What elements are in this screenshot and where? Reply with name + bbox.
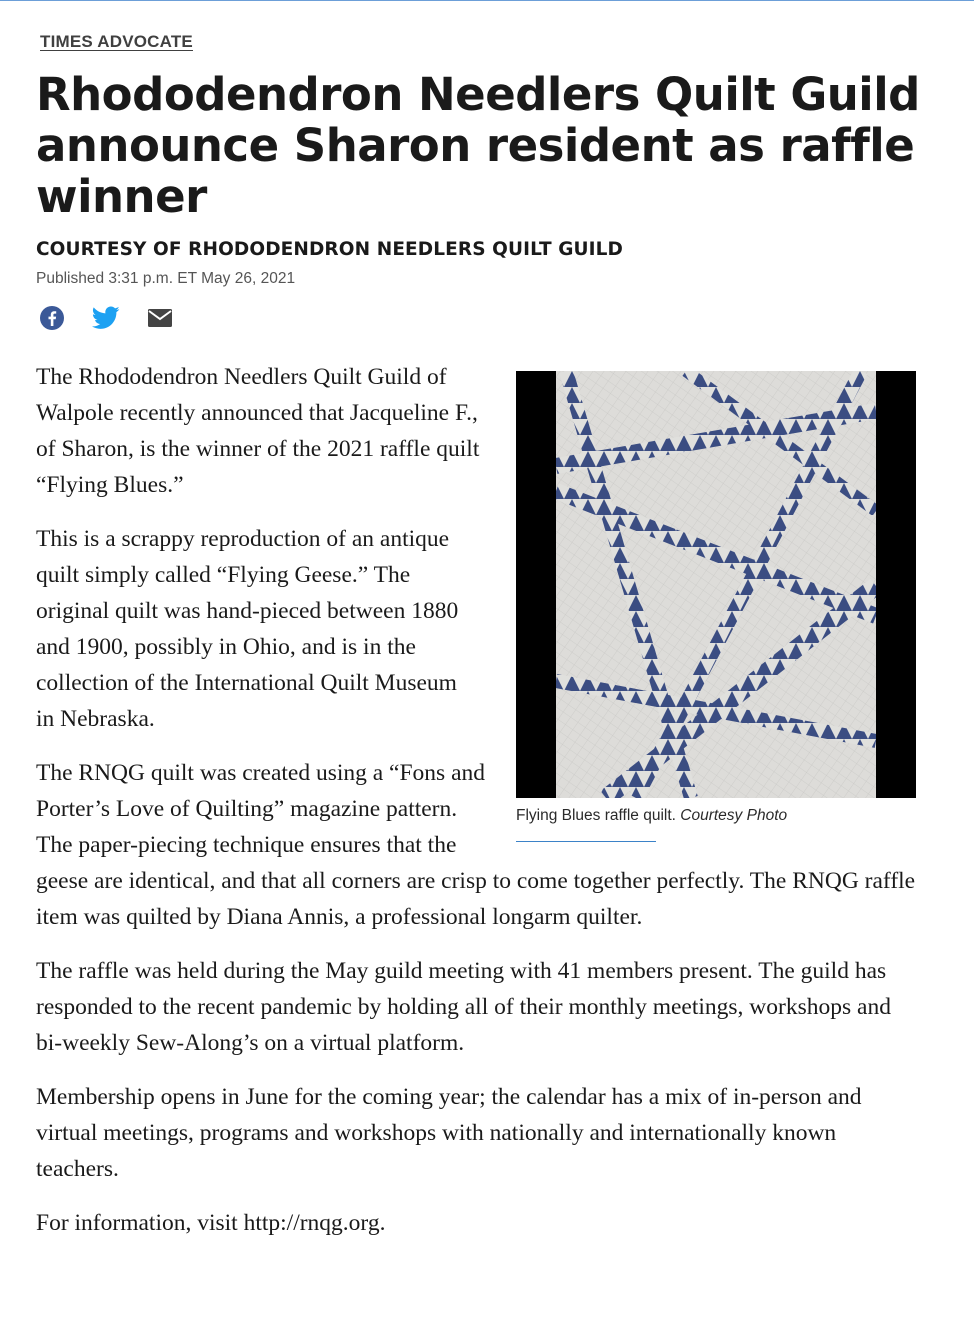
email-share-button[interactable] [146,304,174,332]
facebook-share-button[interactable] [38,304,66,332]
share-bar [38,304,174,332]
body-paragraph-3: The RNQG quilt was created using a “Fons and Porter’s Love of Quilting” magazine pattern. The paper-piecing technique ensures that the geese are identical, and that all corners are crisp to come together perfectly. The RNQG raffle item was quilted by Diana Annis, a professional longarm quilter. [36,760,916,930]
article-body [36,359,916,1259]
published-date: Published 3:31 p.m. ET May 26, 2021 [36,270,296,287]
caption-credit: Courtesy Photo [680,807,788,824]
email-icon [147,308,173,328]
body-paragraph-6: For information, visit http://rnqg.org. [36,1210,386,1236]
facebook-icon [39,305,65,331]
body-paragraph-5: Membership opens in June for the coming year; the calendar has a mix of in-person and virtual meetings, programs and workshops with nationally and internationally known teachers. [36,1084,862,1182]
byline: COURTESY OF RHODODENDRON NEEDLERS QUILT GUILD [36,239,623,260]
headline: Rhododendron Needlers Quilt Guild announce Sharon resident as raffle winner [36,68,920,223]
caption-text: Flying Blues raffle quilt. [516,807,676,824]
twitter-share-button[interactable] [92,304,120,332]
figure-spacer [494,359,916,851]
body-paragraph-2: This is a scrappy reproduction of an antique quilt simply called “Flying Geese.” The original quilt was hand-pieced between 1880 and 1900, possibly in Ohio, and is in the collection of the International Quilt Museum in Nebraska. [36,526,459,732]
twitter-icon [92,306,120,330]
top-accent-line [0,0,974,1]
body-paragraph-1: The Rhododendron Needlers Quilt Guild of Walpole recently announced that Jacqueline F., of Sharon, is the winner of the 2021 raffle quilt “Flying Blues.” [36,364,480,498]
body-paragraph-4: The raffle was held during the May guild meeting with 41 members present. The guild has responded to the recent pandemic by holding all of their monthly meetings, workshops and bi-weekly Sew-Along’s on a virtual platform. [36,958,891,1056]
section-link[interactable]: TIMES ADVOCATE [40,32,193,51]
